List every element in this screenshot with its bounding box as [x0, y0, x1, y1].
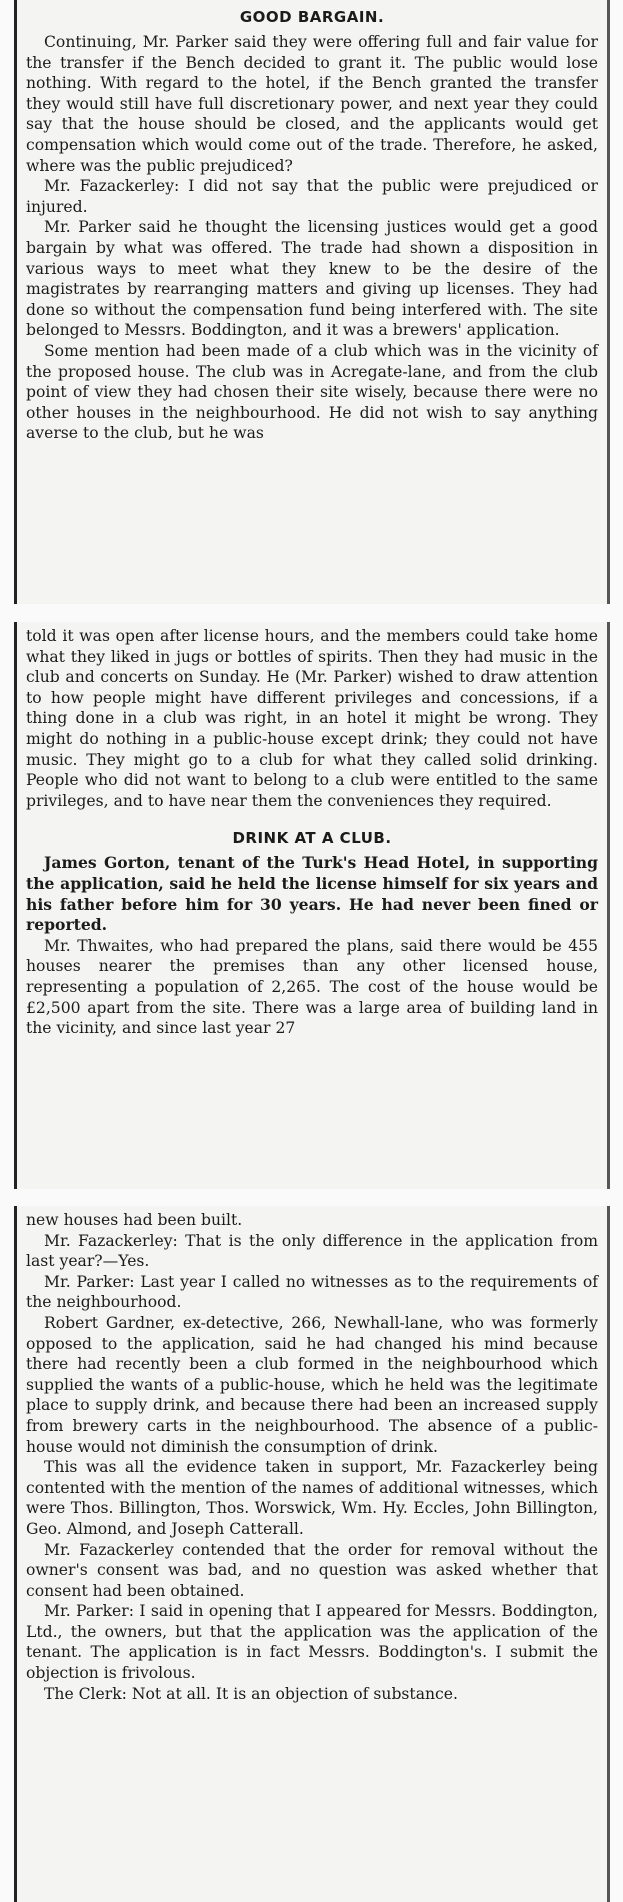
paragraph: Robert Gardner, ex-detective, 266, Newhall-lane, who was formerly opposed to the application, said he had changed his mind because there had recently been a club formed in the neighbourhood which supplied the wants of a public-house, which he held was the legitimate place to supply drink, and because there had been an increased supply from brewery carts in the neighbourhood. The absence of a public-house would not diminish the consumption of drink.: [26, 1313, 598, 1456]
section-heading-good-bargain: GOOD BARGAIN.: [239, 8, 385, 26]
paragraph: This was all the evidence taken in support, Mr. Fazackerley being contented with the mention of the names of additional witnesses, which were Thos. Billington, Thos. Worswick, Wm. Hy. Eccles, John Billington, Geo. Almond, and Joseph Catterall.: [26, 1458, 598, 1538]
paragraph: told it was open after license hours, and the members could take home what they liked in jugs or bottles of spirits. Then they had music in the club and concerts on Sunday. He (Mr. Parker) wished to draw attention to how people might have different privileges and concessions, if a thing done in a club was right, in an hotel it might be wrong. They might do nothing in a public-house except drink; they could not have music. They might go to a club for what they called solid drinking. People who did not want to belong to a club were entitled to the same privileges, and to have near them the conveniences they required.: [26, 627, 598, 810]
paragraph: Mr. Fazackerley: I did not say that the public were prejudiced or injured.: [26, 177, 598, 216]
paragraph: James Gorton, tenant of the Turk's Head Hotel, in supporting the application, said he held the license himself for six years and his father before him for 30 years. He had never been fined or reported.: [26, 853, 598, 935]
paragraph: Mr. Fazackerley: That is the only difference in the application from last year?—Yes.: [26, 1231, 598, 1271]
paragraph: Mr. Parker: Last year I called no witnesses as to the requirements of the neighbourhood.: [26, 1272, 598, 1312]
paragraph: Mr. Parker: I said in opening that I appeared for Messrs. Boddington, Ltd., the owners, but that the application was the application of the tenant. The application is in fact Messrs. Boddington's. I submit the objection is frivolous.: [26, 1602, 598, 1683]
paragraph: Mr. Thwaites, who had prepared the plans, said there would be 455 houses nearer the premises than any other licensed house, representing a population of 2,265. The cost of the house would be £2,500 apart from the site. There was a large area of building land in the vicinity, and since last year 27: [26, 936, 598, 1038]
column-clipping-3: [14, 1206, 610, 1902]
paragraph: Continuing, Mr. Parker said they were offering full and fair value for the transfer if the Bench decided to grant it. The public would lose nothing. With regard to the hotel, if the Bench granted the transfer they would still have full discretionary power, and next year they could say that the house should be closed, and the applicants would get compensation which would come out of the trade. Therefore, he asked, where was the public prejudiced?: [26, 33, 598, 175]
paragraph: Mr. Parker said he thought the licensing justices would get a good bargain by what was offered. The trade had shown a disposition in various ways to meet what they knew to be the desire of the magistrates by rearranging matters and giving up licenses. They had done so without the compensation fund being interfered with. The site belonged to Messrs. Boddington, and it was a brewers' application.: [26, 218, 598, 340]
section-heading-drink-at-a-club: DRINK AT A CLUB.: [232, 829, 392, 848]
paragraph: Mr. Fazackerley contended that the order for removal without the owner's consent was bad, and no question was asked whether that consent had been obtained.: [26, 1540, 598, 1600]
column-clipping-1: [14, 0, 610, 604]
paragraph: new houses had been built.: [26, 1211, 243, 1229]
paragraph: The Clerk: Not at all. It is an objection of substance.: [44, 1684, 458, 1703]
section-gap: [26, 811, 598, 825]
column-clipping-2: [14, 622, 610, 1189]
paragraph: Some mention had been made of a club which was in the vicinity of the proposed house. The club was in Acregate-lane, and from the club point of view they had chosen their site wisely, because there were no other houses in the neighbourhood. He did not wish to say anything averse to the club, but he was: [26, 341, 598, 443]
